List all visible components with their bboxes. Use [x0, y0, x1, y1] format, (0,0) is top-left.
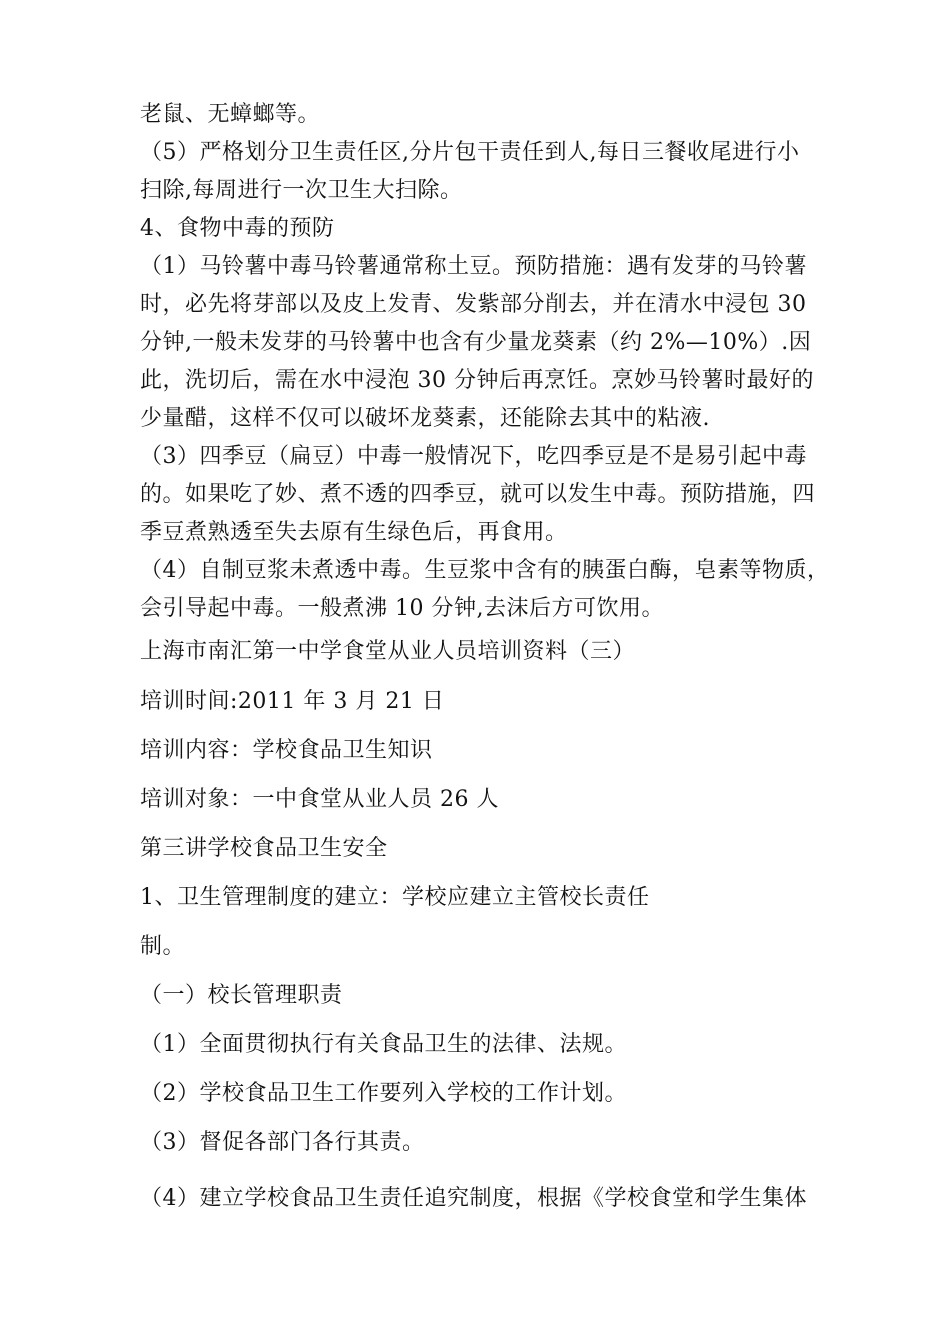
training-time: 培训时间:2011 年 3 月 21 日 [140, 689, 445, 714]
section-heading: 4、食物中毒的预防 [140, 216, 335, 241]
list-item: （4）建立学校食品卫生责任追究制度，根据《学校食堂和学生集体 [140, 1186, 807, 1211]
training-audience: 培训对象：一中食堂从业人员 26 人 [140, 787, 499, 812]
paragraph-line: 的。如果吃了妙、煮不透的四季豆，就可以发生中毒。预防措施，四 [140, 482, 816, 507]
list-item: （1）全面贯彻执行有关食品卫生的法律、法规。 [140, 1032, 627, 1057]
lecture-heading: 第三讲学校食品卫生安全 [140, 836, 388, 861]
paragraph-line: （1）马铃薯中毒马铃薯通常称土豆。预防措施：遇有发芽的马铃薯 [140, 254, 807, 279]
paragraph-line: 老鼠、无蟑螂等。 [140, 102, 321, 127]
list-item: （3）督促各部门各行其责。 [140, 1130, 425, 1155]
paragraph-line: 时，必先将芽部以及皮上发青、发紫部分削去，并在清水中浸包 30 [140, 292, 807, 317]
paragraph-line: 扫除,每周进行一次卫生大扫除。 [140, 178, 463, 203]
subsection-heading: （一）校长管理职责 [140, 983, 343, 1008]
paragraph-line: （4）自制豆浆未煮透中毒。生豆浆中含有的胰蛋白酶，皂素等物质， [140, 558, 830, 583]
paragraph-line: 会引导起中毒。一般煮沸 10 分钟,去沫后方可饮用。 [140, 596, 664, 621]
list-item: （2）学校食品卫生工作要列入学校的工作计划。 [140, 1081, 627, 1106]
paragraph-line: 分钟,一般未发芽的马铃薯中也含有少量龙葵素（约 2%—10%）.因 [140, 330, 812, 355]
paragraph-line: 1、卫生管理制度的建立：学校应建立主管校长责任 [140, 885, 650, 910]
training-content: 培训内容：学校食品卫生知识 [140, 738, 433, 763]
paragraph-line: 少量醋，这样不仅可以破坏龙葵素，还能除去其中的粘液. [140, 406, 710, 431]
paragraph-line: 此，洗切后，需在水中浸泡 30 分钟后再烹饪。烹妙马铃薯时最好的 [140, 368, 814, 393]
paragraph-line: （3）四季豆（扁豆）中毒一般情况下，吃四季豆是不是易引起中毒 [140, 444, 807, 469]
document-title: 上海市南汇第一中学食堂从业人员培训资料（三） [140, 639, 636, 664]
paragraph-line: 制。 [140, 934, 186, 959]
paragraph-line: 季豆煮熟透至失去原有生绿色后，再食用。 [140, 520, 568, 545]
paragraph-line: （5）严格划分卫生责任区,分片包干责任到人,每日三餐收尾进行小 [140, 140, 800, 165]
